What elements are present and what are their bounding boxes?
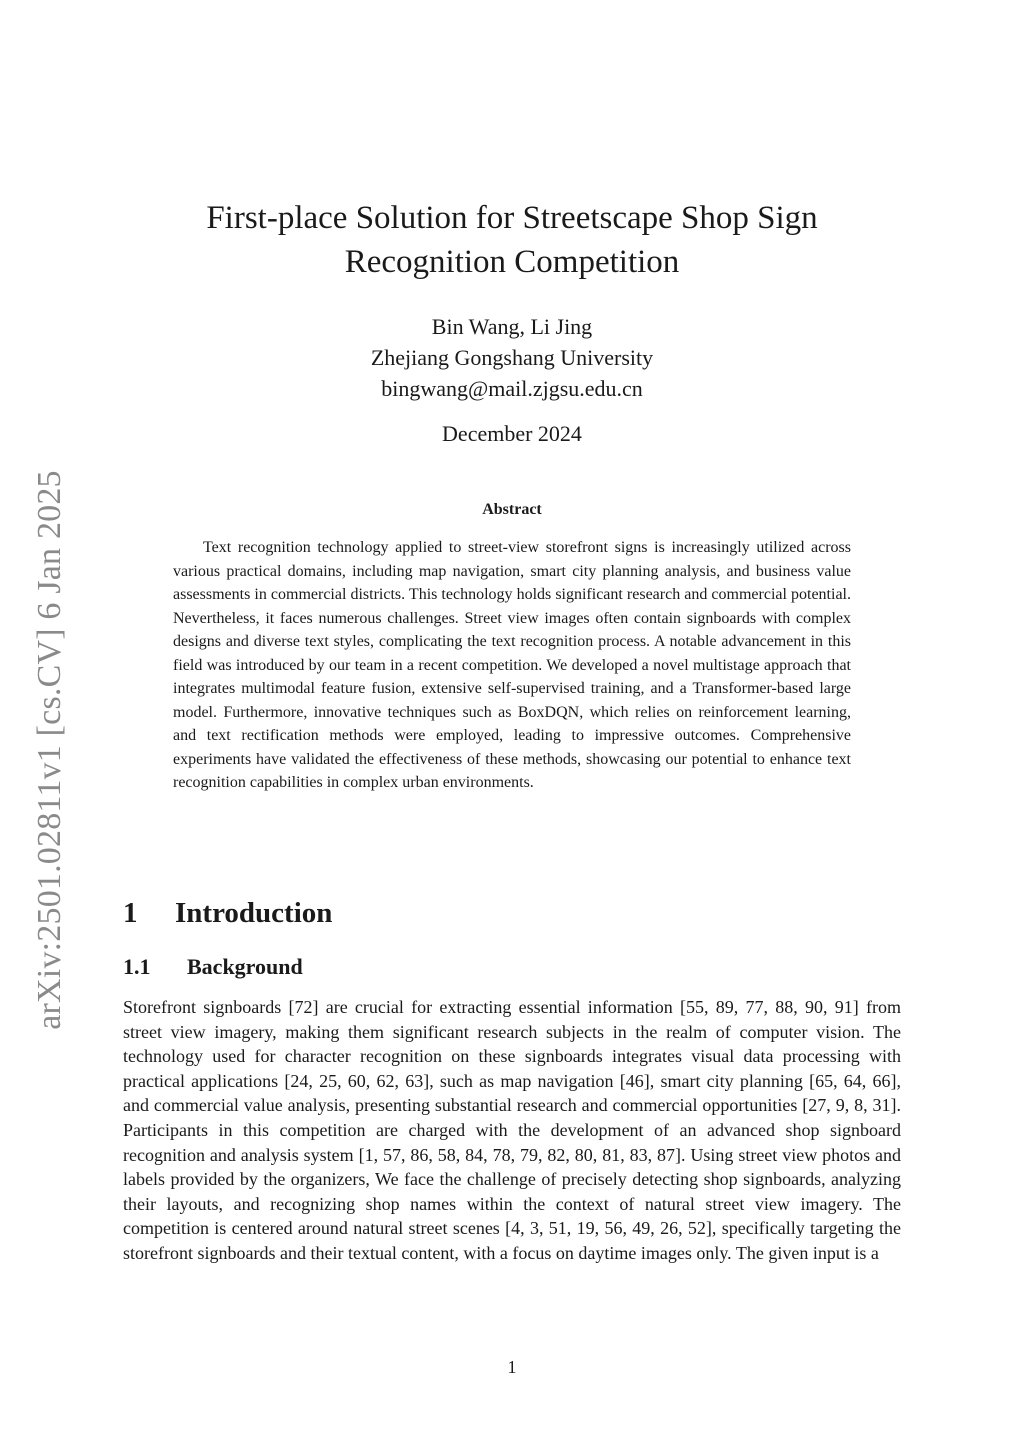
arxiv-identifier-text: arXiv:2501.02811v1 [cs.CV] 6 Jan 2025 [31, 470, 68, 1030]
author-email: bingwang@mail.zjgsu.edu.cn [381, 376, 643, 401]
author-names: Bin Wang, Li Jing [431, 314, 593, 339]
page-number: 1 [507, 1357, 517, 1377]
paper-title-line-2: Recognition Competition [344, 244, 680, 280]
section-number: 1 [123, 897, 138, 929]
paper-title-line-1: First-place Solution for Streetscape Shop Sign [206, 200, 818, 236]
section-title: Introduction [175, 897, 333, 929]
author-block [140, 311, 884, 404]
author-affiliation: Zhejiang Gongshang University [370, 345, 654, 370]
subsection-heading-background [123, 952, 303, 982]
abstract-text: Text recognition technology applied to street-view storefront signs is increasingly utilized across various practical domains, including map navigation, smart city planning analysis, and business value assessments in commercial districts. This technology holds significant research and commercial potential. Nevertheless, it faces numerous challenges. Street view images often contain signboards with complex designs and diverse text styles, complicating the text recognition process. A notable advancement in this field was introduced by our team in a recent competition. We developed a novel multistage approach that integrates multimodal feature fusion, extensive self-supervised training, and a Transformer-based large model. Furthermore, innovative techniques such as BoxDQN, which relies on reinforcement learning, and text rectification methods were employed, leading to impressive outcomes. Comprehensive experiments have validated the effectiveness of these methods, showcasing our potential to enhance text recognition capabilities in complex urban environments. [173, 539, 851, 791]
background-paragraph: Storefront signboards [72] are crucial for extracting essential information [55, 89, 77, 88, 90, 91] from street view imagery, making them significant research subjects in the realm of computer vision. The technology used for character recognition on these signboards integrates visual data processing with practical applications [24, 25, 60, 62, 63], such as map navigation [46], smart city planning [65, 64, 66], and commercial value analysis, presenting substantial research and commercial opportunities [27, 9, 8, 31]. Participants in this competition are charged with the development of an advanced shop signboard recognition and analysis system [1, 57, 86, 58, 84, 78, 79, 82, 80, 81, 83, 87]. Using street view photos and labels provided by the organizers, We face the challenge of precisely detecting shop signboards, analyzing their layouts, and recognizing shop names within the context of natural street view imagery. The competition is centered around natural street scenes [4, 3, 51, 19, 56, 49, 26, 52], specifically targeting the storefront signboards and their textual content, with a focus on daytime images only. The given input is a [123, 997, 901, 1263]
publication-date: December 2024 [442, 421, 582, 446]
subsection-title: Background [187, 954, 303, 979]
arxiv-identifier-stamp [30, 460, 70, 1040]
section-heading-introduction [123, 894, 332, 932]
paper-title [140, 196, 884, 284]
abstract-heading: Abstract [482, 501, 542, 518]
subsection-number: 1.1 [123, 954, 151, 979]
